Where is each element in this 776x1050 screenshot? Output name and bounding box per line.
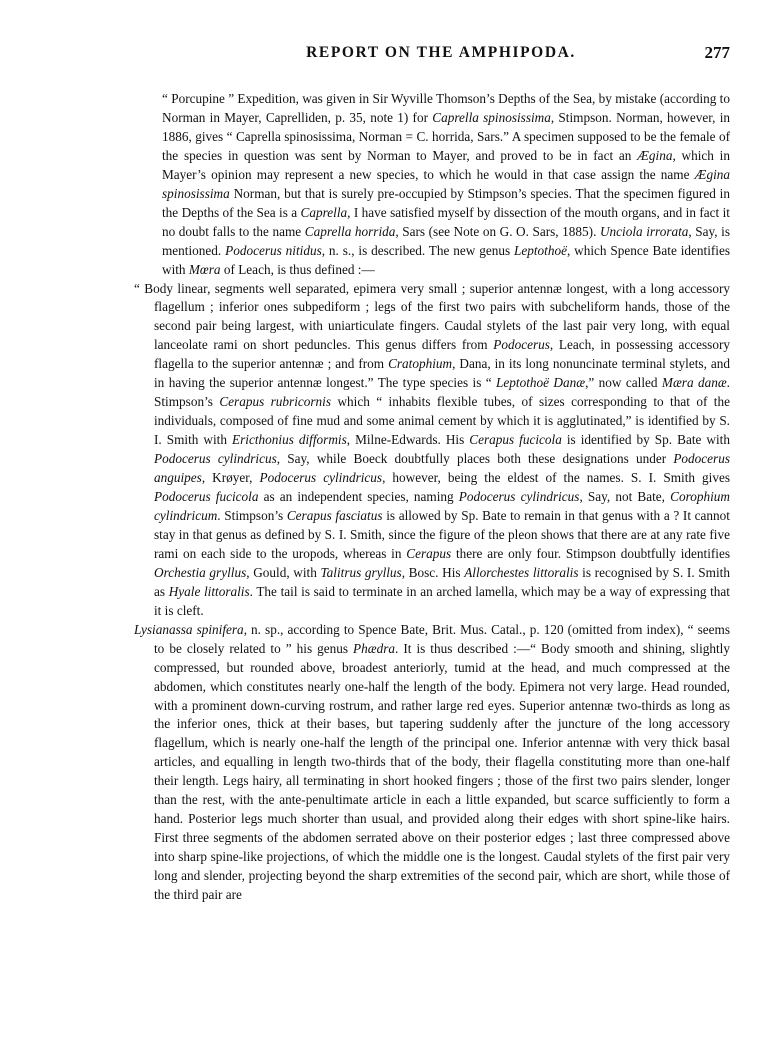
text-run: , Say, not Bate, (579, 489, 671, 505)
italic-term: Ægina (637, 147, 673, 163)
page-number: 277 (704, 43, 730, 62)
text-run: , Stimpson. Norman, however, in 1886, gives “ Caprella spinosissima, Norman = C. horrida, Sars.” A specimen supposed to be the female of the species in question was sent by Norman to Mayer, and proved to be in fact an (162, 109, 731, 163)
text-run: as an independent species, naming (258, 489, 459, 505)
italic-term: Caprella (300, 204, 348, 220)
italic-term: Mæra danæ (661, 375, 727, 391)
italic-term: Cerapus fasciatus (286, 507, 383, 523)
italic-term: Podocerus nitidus (225, 242, 322, 258)
text-run: , Say, while Boeck doubtfully places both these designations under (276, 451, 674, 467)
body-text (134, 90, 730, 905)
text-run: . It is thus described :—“ Body smooth and shining, slightly compressed, but rounded above, broadest anteriorly, tumid at the head, and much compressed at the abdomen, which constitutes nearly one-half the length of the body. Epimera not very large. Head rounded, with a prominent down-curving rostrum, and rather large red eyes. Superior antennæ two-thirds as long as the inferior ones, thick at their bases, but tapering suddenly after the juncture of the long accessory flagellum, which is nearly one-half the length of the principal one. Inferior antennæ with very thick basal articles, and equalling in length two-thirds that of the body, their flagella constituting more than one-half their length. Legs hairy, all terminating in short hooked fingers ; those of the first two pairs slender, longer than the rest, with the ante-penultimate article in each a little expanded, but scarce sufficiently to form a hand. Posterior legs much shorter than usual, and provided along their edges with short spine-like hairs. First three segments of the abdomen serrated above on their posterior edges ; last three compressed above into sharp spine-like projections, of which the middle one is the longest. Caudal stylets of the first pair very long and slender, projecting beyond the sharp extremities of the second pair, which are short, while those of the third pair are (154, 640, 730, 903)
text-run: , n. sp., according to Spence Bate, Brit. Mus. Catal., p. 120 (omitted from index), “ seems to be closely related to ” his genus (154, 621, 731, 656)
italic-term: Podocerus cylindricus (154, 451, 277, 467)
italic-term: Podocerus fucicola (154, 489, 259, 505)
italic-term: Caprella horrida (304, 223, 396, 239)
text-run: , n. s., is described. The new genus (321, 242, 514, 258)
text-run: , Sars (see Note on G. O. Sars, 1885). (395, 223, 600, 239)
text-run: , Milne-Edwards. His (346, 432, 470, 448)
paragraph-lysianassa-spinifera (134, 621, 730, 905)
text-run: . The tail is said to terminate in an arched lamella, which may be a way of expressing that it is cleft. (154, 583, 730, 618)
text-run: , Dana, in its long nonuncinate terminal stylets, and in having the superior antennæ longest.” The type species is “ (154, 356, 730, 391)
text-run: , however, being the eldest of the names. S. I. Smith gives (382, 470, 731, 486)
text-run: which “ inhabits flexible tubes, of sizes corresponding to that of the individuals, composed of fine mud and some animal cement by which it is agglutinated,” is identified by S. I. Smith with (154, 394, 730, 448)
italic-term: Talitrus gryllus (320, 564, 402, 580)
text-run: , Leach, in possessing accessory flagella to the superior antennæ ; and from (154, 337, 730, 372)
italic-term: Podocerus anguipes (154, 451, 730, 486)
italic-term: Allorchestes littoralis (464, 564, 579, 580)
paragraph-continuation (134, 90, 730, 280)
text-run: there are only four. Stimpson doubtfully identifies (451, 545, 731, 561)
text-run: , Bosc. His (401, 564, 465, 580)
italic-term: Orchestia gryllus (154, 564, 247, 580)
text-run: is identified by Sp. Bate with (561, 432, 730, 448)
italic-term: Ægina spinosissima (162, 166, 730, 201)
italic-term: Phædra (353, 640, 396, 656)
italic-term: Lysianassa spinifera (134, 621, 244, 637)
italic-term: Leptothoë Danæ (496, 375, 586, 391)
italic-term: Mœra (188, 261, 221, 277)
italic-term: Leptothoë (514, 242, 567, 258)
italic-term: Cerapus rubricornis (219, 394, 332, 410)
text-run: , Say, is mentioned. (162, 223, 730, 258)
text-run: , which Spence Bate identifies with (162, 242, 731, 277)
text-run: is allowed by Sp. Bate to remain in that genus with a ? It cannot stay in that genus as defined by S. I. Smith, since the figure of the pleon shows that there are at any rate five rami on each side to the uropods, whereas in (154, 507, 730, 561)
text-run: , I have satisfied myself by dissection of the mouth organs, and in fact it no doubt falls to the name (162, 204, 730, 239)
italic-term: Caprella spinosissima (432, 109, 551, 125)
text-run: . Stimpson’s (154, 375, 730, 410)
italic-term: Cratophium (388, 356, 453, 372)
italic-term: Cerapus fucicola (469, 432, 562, 448)
text-run: , Krøyer, (201, 470, 260, 486)
italic-term: Unciola irrorata (599, 223, 689, 239)
italic-term: Podocerus cylindricus (458, 489, 580, 505)
italic-term: Corophium cylindricum (154, 489, 730, 523)
text-run: Norman, but that is surely pre-occupied by Stimpson’s species. That the specimen figured in the Depths of the Sea is a (162, 185, 730, 220)
italic-term: Podocerus (493, 337, 550, 353)
text-run: “ Porcupine ” Expedition, was given in Sir Wyville Thomson’s Depths of the Sea, by mistake (according to Norman in Mayer, Caprelliden, p. 35, note 1) for (162, 91, 730, 125)
paragraph-leptothoe-definition (134, 280, 730, 621)
text-run: , which in Mayer’s opinion may represent a new species, to which he would in that case assign the name (162, 147, 730, 182)
text-run: “ Body linear, segments well separated, epimera very small ; superior antennæ longest, with a long accessory flagellum ; inferior ones subpediform ; legs of the first two pairs with subcheliform hands, those of the second pair being largest, with uniarticulate fingers. Caudal stylets of the last pair very long, with equal lanceolate rami on short peduncles. This genus differs from (134, 280, 730, 353)
running-header (152, 44, 730, 68)
text-run: of Leach, is thus defined :— (220, 261, 375, 277)
italic-term: Hyale littoralis (168, 583, 250, 599)
text-run: is recognised by S. I. Smith as (154, 564, 730, 599)
text-run: . Stimpson’s (217, 507, 287, 523)
italic-term: Podocerus cylindricus (259, 470, 383, 486)
text-run: ,” now called (585, 375, 662, 391)
text-run: , Gould, with (246, 564, 321, 580)
italic-term: Cerapus (406, 545, 452, 561)
italic-term: Ericthonius difformis (232, 432, 347, 448)
running-title: REPORT ON THE AMPHIPODA. (306, 44, 576, 61)
